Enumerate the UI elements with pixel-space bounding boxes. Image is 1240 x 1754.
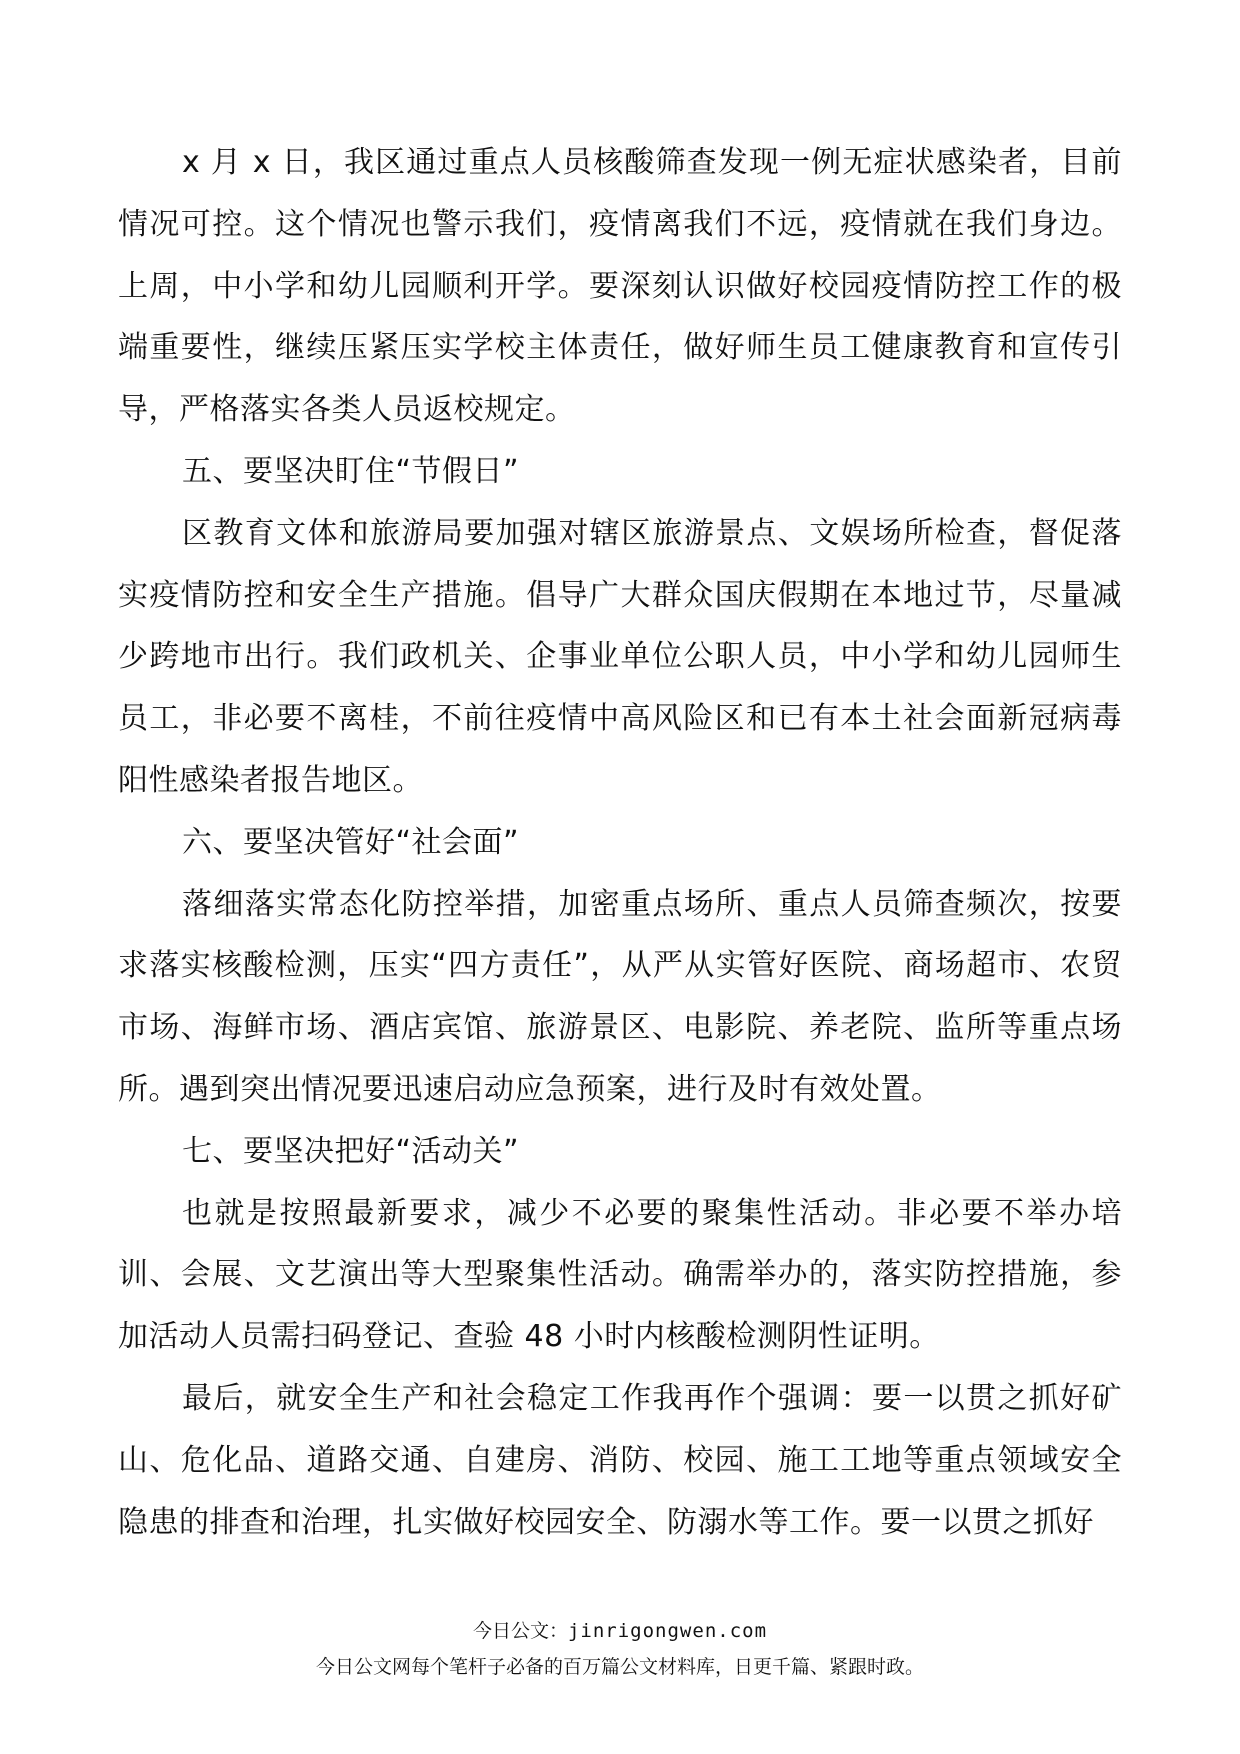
footer-label: 今日公文： — [472, 1620, 568, 1642]
paragraph: x 月 x 日，我区通过重点人员核酸筛查发现一例无症状感染者，目前情况可控。这个情况也警示我们，疫情离我们不远，疫情就在我们身边。上周，中小学和幼儿园顺利开学。要深刻认识做好校园疫情防控工作的极端重要性，继续压紧压实学校主体责任，做好师生员工健康教育和宣传引导，严格落实各类人员返校规定。 — [118, 145, 1122, 428]
section-heading: 六、要坚决管好“社会面” — [182, 824, 520, 860]
section-heading: 五、要坚决盯住“节假日” — [182, 453, 520, 489]
footer-slogan: 今日公文网每个笔杆子必备的百万篇公文材料库，日更千篇、紧跟时政。 — [315, 1656, 924, 1678]
document-body — [118, 132, 1122, 1553]
paragraph: 也就是按照最新要求，减少不必要的聚集性活动。非必要不举办培训、会展、文艺演出等大型聚集性活动。确需举办的，落实防控措施，参加活动人员需扫码登记、查验 48 小时内核酸检测阴性证明。 — [118, 1195, 1122, 1355]
paragraph: 最后，就安全生产和社会稳定工作我再作个强调：要一以贯之抓好矿山、危化品、道路交通、自建房、消防、校园、施工工地等重点领域安全隐患的排查和治理，扎实做好校园安全、防溺水等工作。要一以贯之抓好 — [118, 1380, 1122, 1540]
section-heading: 七、要坚决把好“活动关” — [182, 1133, 520, 1169]
footer-url-link[interactable]: jinrigongwen.com — [567, 1620, 768, 1642]
footer-source — [0, 1616, 1240, 1643]
paragraph: 区教育文体和旅游局要加强对辖区旅游景点、文娱场所检查，督促落实疫情防控和安全生产措施。倡导广大群众国庆假期在本地过节，尽量减少跨地市出行。我们政机关、企事业单位公职人员，中小学和幼儿园师生员工，非必要不离桂，不前往疫情中高风险区和已有本土社会面新冠病毒阳性感染者报告地区。 — [118, 515, 1122, 798]
paragraph: 落细落实常态化防控举措，加密重点场所、重点人员筛查频次，按要求落实核酸检测，压实“四方责任”，从严从实管好医院、商场超市、农贸市场、海鲜市场、酒店宾馆、旅游景区、电影院、养老院、监所等重点场所。遇到突出情况要迅速启动应急预案，进行及时有效处置。 — [118, 886, 1122, 1107]
